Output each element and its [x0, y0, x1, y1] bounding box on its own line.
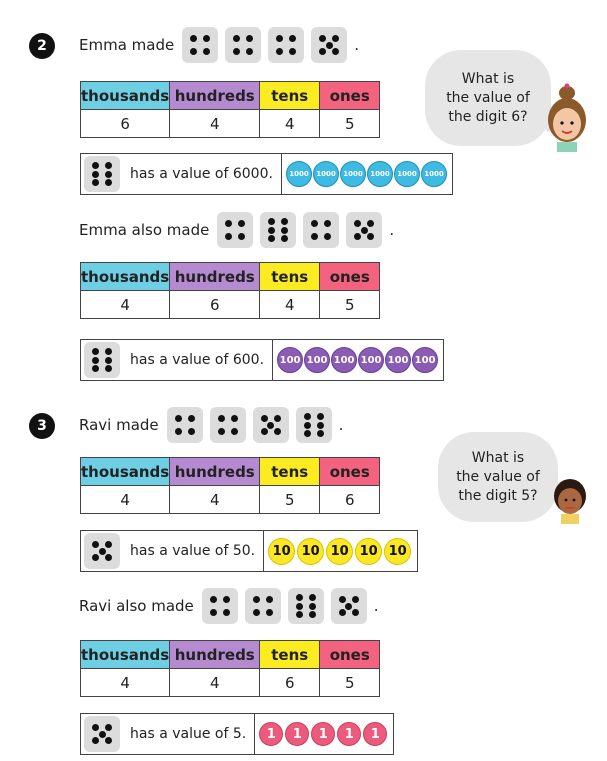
q3-also-text: Ravi also made: [79, 597, 194, 615]
dice-5-icon: [84, 716, 120, 752]
dice-6-icon: [296, 407, 332, 443]
place-value-counter: 1000: [340, 161, 366, 187]
dice-4-icon: [245, 588, 281, 624]
dice-5-icon: [84, 533, 120, 569]
cell-thousands: 4: [81, 291, 170, 319]
q2-value-die-2: [84, 342, 130, 378]
emma-avatar: [533, 80, 595, 152]
header-hundreds: hundreds: [170, 458, 260, 486]
place-value-counter: 100: [385, 347, 411, 373]
q3-value-statement-1: [80, 530, 418, 572]
q3-value-text-1: has a value of 50.: [130, 543, 256, 559]
place-value-counter: 1000: [286, 161, 312, 187]
q2-also-dice: [217, 212, 389, 248]
header-hundreds: hundreds: [170, 641, 260, 669]
header-thousands: thousands: [81, 82, 170, 110]
cell-hundreds: 4: [170, 669, 260, 697]
dice-6-icon: [84, 156, 120, 192]
q2-made-text: Emma made: [79, 36, 175, 54]
q3-made-period: .: [338, 416, 344, 434]
ravi-speech-bubble: What is the value of the digit 5?: [438, 432, 558, 522]
q3-counters-1: [264, 531, 417, 571]
place-value-counter: 1000: [313, 161, 339, 187]
place-value-counter: 1000: [421, 161, 447, 187]
cell-tens: 6: [260, 669, 320, 697]
cell-hundreds: 4: [170, 486, 260, 514]
cell-ones: 6: [320, 486, 380, 514]
place-value-counter: 100: [304, 347, 330, 373]
cell-hundreds: 6: [170, 291, 260, 319]
q2-made-line: [79, 27, 359, 63]
dice-4-icon: [202, 588, 238, 624]
cell-ones: 5: [320, 110, 380, 138]
place-value-counter: 10: [297, 538, 324, 565]
dice-5-icon: [311, 27, 347, 63]
header-hundreds: hundreds: [170, 263, 260, 291]
header-ones: ones: [320, 458, 380, 486]
q3-place-value-table-1: [80, 457, 380, 514]
cell-ones: 5: [320, 291, 380, 319]
ravi-avatar: [540, 470, 595, 532]
q2-made-dice: [182, 27, 354, 63]
place-value-counter: 10: [355, 538, 382, 565]
emma-speech-bubble: What is the value of the digit 6?: [425, 50, 551, 146]
dice-4-icon: [167, 407, 203, 443]
cell-tens: 4: [260, 291, 320, 319]
q3-also-made-line: [79, 588, 379, 624]
header-tens: tens: [260, 82, 320, 110]
dice-5-icon: [253, 407, 289, 443]
place-value-counter: 10: [326, 538, 353, 565]
q2-value-statement-2: [80, 339, 444, 381]
cell-tens: 4: [260, 110, 320, 138]
place-value-counter: 1: [285, 722, 309, 746]
q3-value-text-2: has a value of 5.: [130, 726, 247, 742]
q3-counters-2: [255, 714, 393, 754]
q3-also-dice: [202, 588, 374, 624]
q2-also-period: .: [389, 221, 395, 239]
place-value-counter: 100: [412, 347, 438, 373]
header-tens: tens: [260, 458, 320, 486]
dice-4-icon: [303, 212, 339, 248]
dice-6-icon: [260, 212, 296, 248]
q2-made-period: .: [354, 36, 359, 54]
q3-value-die-2: [84, 716, 130, 752]
place-value-counter: 1: [311, 722, 335, 746]
header-tens: tens: [260, 263, 320, 291]
question-number-2: 2: [29, 33, 55, 59]
header-thousands: thousands: [81, 641, 170, 669]
q3-also-period: .: [373, 597, 379, 615]
place-value-counter: 1000: [367, 161, 393, 187]
cell-thousands: 4: [81, 669, 170, 697]
q2-also-made-line: [79, 212, 394, 248]
place-value-counter: 10: [268, 538, 295, 565]
place-value-counter: 1: [259, 722, 283, 746]
cell-hundreds: 4: [170, 110, 260, 138]
header-thousands: thousands: [81, 263, 170, 291]
dice-4-icon: [217, 212, 253, 248]
q2-value-statement-1: [80, 153, 453, 195]
place-value-counter: 1: [337, 722, 361, 746]
header-thousands: thousands: [81, 458, 170, 486]
q3-made-text: Ravi made: [79, 416, 159, 434]
q3-value-die-1: [84, 533, 130, 569]
header-ones: ones: [320, 641, 380, 669]
q2-counters-1: [282, 154, 452, 194]
dice-4-icon: [210, 407, 246, 443]
cell-thousands: 4: [81, 486, 170, 514]
cell-ones: 5: [320, 669, 380, 697]
q2-value-text-1: has a value of 6000.: [130, 166, 273, 182]
header-ones: ones: [320, 82, 380, 110]
question-number-3: 3: [29, 413, 55, 439]
dice-4-icon: [182, 27, 218, 63]
place-value-counter: 100: [358, 347, 384, 373]
dice-6-icon: [84, 342, 120, 378]
place-value-counter: 1000: [394, 161, 420, 187]
q2-value-die-1: [84, 156, 130, 192]
q3-made-dice: [167, 407, 339, 443]
dice-6-icon: [288, 588, 324, 624]
cell-thousands: 6: [81, 110, 170, 138]
header-hundreds: hundreds: [170, 82, 260, 110]
place-value-counter: 100: [277, 347, 303, 373]
dice-4-icon: [225, 27, 261, 63]
dice-5-icon: [346, 212, 382, 248]
q2-counters-2: [273, 340, 443, 380]
place-value-counter: 10: [384, 538, 411, 565]
q2-value-text-2: has a value of 600.: [130, 352, 265, 368]
cell-tens: 5: [260, 486, 320, 514]
header-tens: tens: [260, 641, 320, 669]
q2-place-value-table-1: [80, 81, 380, 138]
q3-place-value-table-2: [80, 640, 380, 697]
dice-5-icon: [331, 588, 367, 624]
q3-made-line: [79, 407, 343, 443]
place-value-counter: 1: [363, 722, 387, 746]
q2-place-value-table-2: [80, 262, 380, 319]
dice-4-icon: [268, 27, 304, 63]
q2-also-text: Emma also made: [79, 221, 210, 239]
header-ones: ones: [320, 263, 380, 291]
q3-value-statement-2: [80, 713, 394, 755]
place-value-counter: 100: [331, 347, 357, 373]
